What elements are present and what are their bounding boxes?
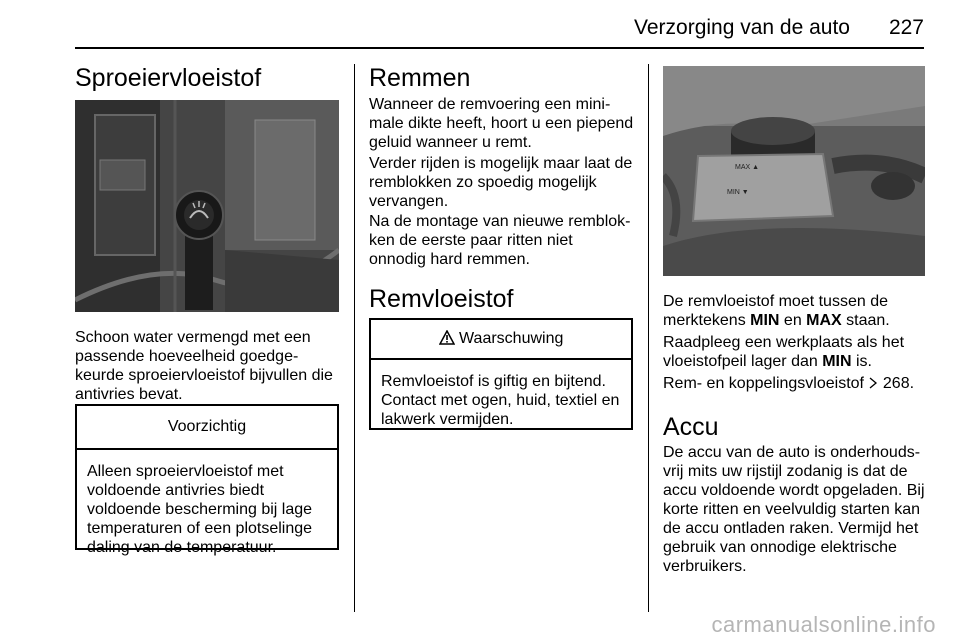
remmen-paragraph-2: Verder rijden is mogelijk maar laat de remblokken zo spoedig mogelijk vervangen. xyxy=(369,155,633,210)
caution-body: Alleen sproeiervloeistof met voldoende antivries biedt voldoende bescherming bij lage temperaturen of een plotselinge daling van de temperatuur. xyxy=(87,463,313,556)
warning-title: Waarschuwing xyxy=(459,330,564,347)
section-heading-accu: Accu xyxy=(663,413,719,441)
warning-header xyxy=(371,320,631,360)
accu-text: De accu van de auto is onderhouds-vrij mits uw rijstijl zodanig is dat de accu voldoende wordt opgeladen. Bij korte ritten en veelvuldig starten kan de accu ontladen raken. Vermijd het gebruik van onnodige elektrische verbruikers. xyxy=(663,444,925,575)
brake-fluid-reservoir-photo xyxy=(663,66,925,276)
remmen-paragraph-1: Wanneer de remvoering een mini-male dikte heeft, hoort u een piepend geluid wanneer u remt. xyxy=(369,96,634,151)
workshop-advice-text: Raadpleeg een werkplaats als het vloeistofpeil lager dan MIN is. xyxy=(663,334,905,370)
header-rule xyxy=(75,47,924,49)
min-term: MIN xyxy=(822,353,852,370)
column-divider xyxy=(648,64,649,612)
washer-reservoir-illustration xyxy=(75,100,339,312)
watermark: carmanualsonline.info xyxy=(711,612,936,637)
section-heading-sproeiervloeistof: Sproeiervloeistof xyxy=(75,64,262,92)
warning-body: Remvloeistof is giftig en bijtend. Contact met ogen, huid, textiel en lakwerk vermijden. xyxy=(381,373,620,428)
column-divider xyxy=(354,64,355,612)
min-mark-label: MIN ▼ xyxy=(727,189,749,196)
max-term: MAX xyxy=(806,312,842,329)
warning-icon xyxy=(439,330,459,347)
running-header-title: Verzorging van de auto xyxy=(634,16,850,39)
section-heading-remmen: Remmen xyxy=(369,64,471,92)
sproeiervloeistof-text: Schoon water vermengd met een passende hoeveelheid goedge-keurde sproeiervloeistof bijvullen die antivries bevat. xyxy=(75,329,333,403)
page-reference-icon xyxy=(868,375,878,392)
warning-box xyxy=(369,318,633,430)
caution-box xyxy=(75,404,339,556)
brake-fluid-reservoir-illustration xyxy=(663,66,925,276)
max-mark-label: MAX ▲ xyxy=(735,164,760,171)
remvloeistof-level-text: De remvloeistof moet tussen de merktekens MIN en MAX staan. xyxy=(663,293,890,329)
remmen-paragraph-3: Na de montage van nieuwe remblok-ken de eerste paar ritten niet onnodig hard remmen. xyxy=(369,213,631,268)
subsection-heading-remvloeistof: Remvloeistof xyxy=(369,285,514,313)
page-reference-link[interactable]: 268. xyxy=(882,375,915,392)
min-term: MIN xyxy=(750,312,780,329)
washer-reservoir-photo xyxy=(75,100,339,312)
caution-title: Voorzichtig xyxy=(77,406,337,450)
page-number: 227 xyxy=(888,16,924,39)
fluid-reference-text: Rem- en koppelingsvloeistof 268. xyxy=(663,375,915,392)
